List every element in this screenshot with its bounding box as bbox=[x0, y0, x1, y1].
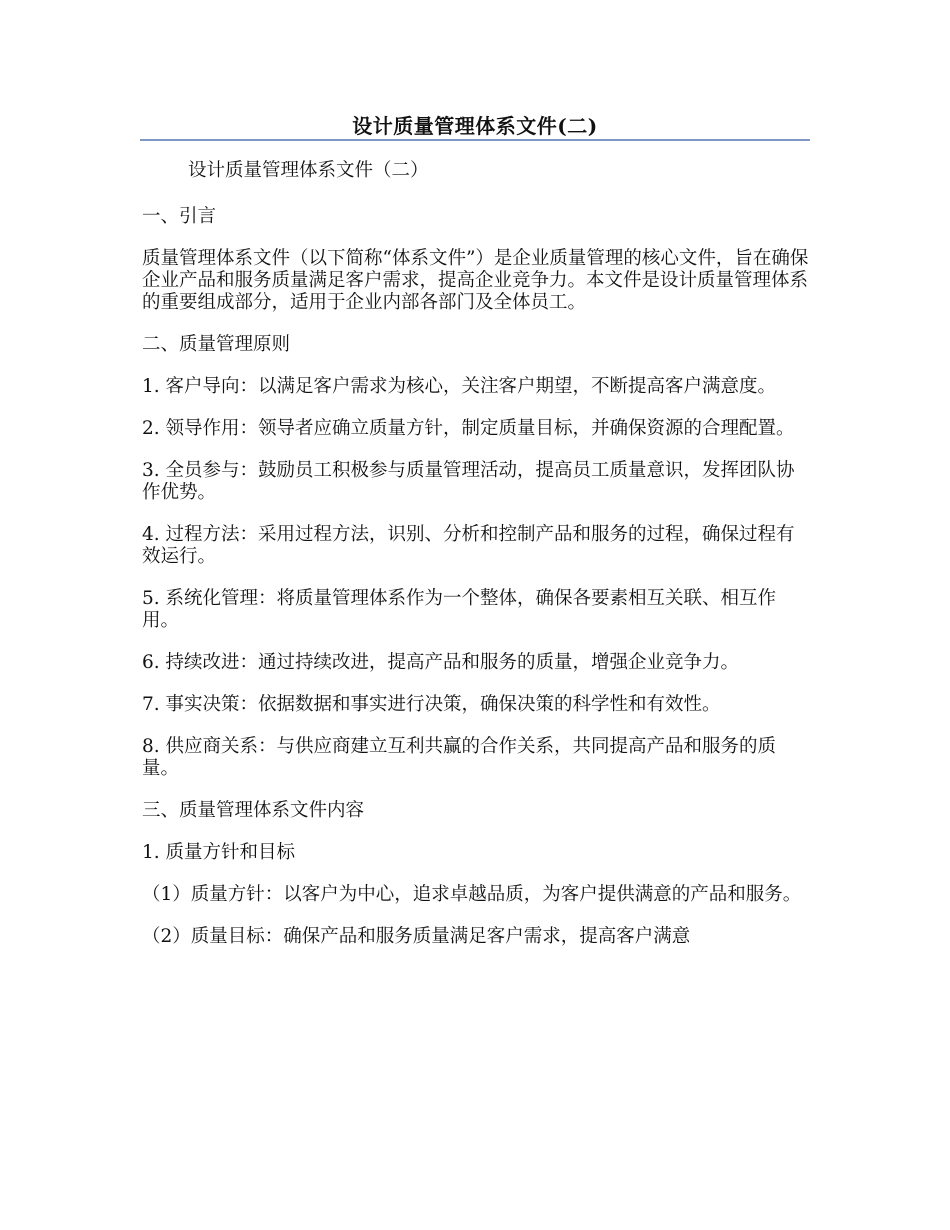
principle-item: 3. 全员参与：鼓励员工积极参与质量管理活动，提高员工质量意识，发挥团队协作优势。 bbox=[142, 460, 795, 503]
title-underline bbox=[140, 139, 810, 141]
document-title: 设计质量管理体系文件(二) bbox=[352, 114, 598, 138]
principle-item: 5. 系统化管理：将质量管理体系作为一个整体，确保各要素相互关联、相互作用。 bbox=[142, 588, 777, 631]
quality-objective-item: （2）质量目标：确保产品和服务质量满足客户需求，提高客户满意 bbox=[142, 926, 691, 947]
principle-item: 7. 事实决策：依据数据和事实进行决策，确保决策的科学性和有效性。 bbox=[142, 694, 721, 715]
principle-item: 1. 客户导向：以满足客户需求为核心，关注客户期望，不断提高客户满意度。 bbox=[142, 376, 777, 397]
introduction-paragraph: 质量管理体系文件（以下简称“体系文件”）是企业质量管理的核心文件，旨在确保企业产品和服务质量满足客户需求，提高企业竞争力。本文件是设计质量管理体系的重要组成部分，适用于企业内部各部门及全体员工。 bbox=[142, 248, 809, 313]
section-heading-document-content: 三、质量管理体系文件内容 bbox=[142, 800, 365, 821]
principle-item: 4. 过程方法：采用过程方法，识别、分析和控制产品和服务的过程，确保过程有效运行。 bbox=[142, 524, 795, 567]
section-heading-principles: 二、质量管理原则 bbox=[142, 334, 291, 355]
principle-item: 2. 领导作用：领导者应确立质量方针，制定质量目标，并确保资源的合理配置。 bbox=[142, 418, 795, 439]
section-heading-introduction: 一、引言 bbox=[142, 206, 217, 227]
principle-item: 8. 供应商关系：与供应商建立互利共赢的合作关系，共同提高产品和服务的质量。 bbox=[142, 736, 777, 779]
document-body bbox=[142, 160, 810, 968]
principle-item: 6. 持续改进：通过持续改进，提高产品和服务的质量，增强企业竞争力。 bbox=[142, 652, 740, 673]
document-subtitle: 设计质量管理体系文件（二） bbox=[188, 160, 429, 181]
quality-policy-item: （1）质量方针：以客户为中心，追求卓越品质，为客户提供满意的产品和服务。 bbox=[142, 884, 802, 905]
subsection-heading-policy-objectives: 1. 质量方针和目标 bbox=[142, 842, 296, 863]
